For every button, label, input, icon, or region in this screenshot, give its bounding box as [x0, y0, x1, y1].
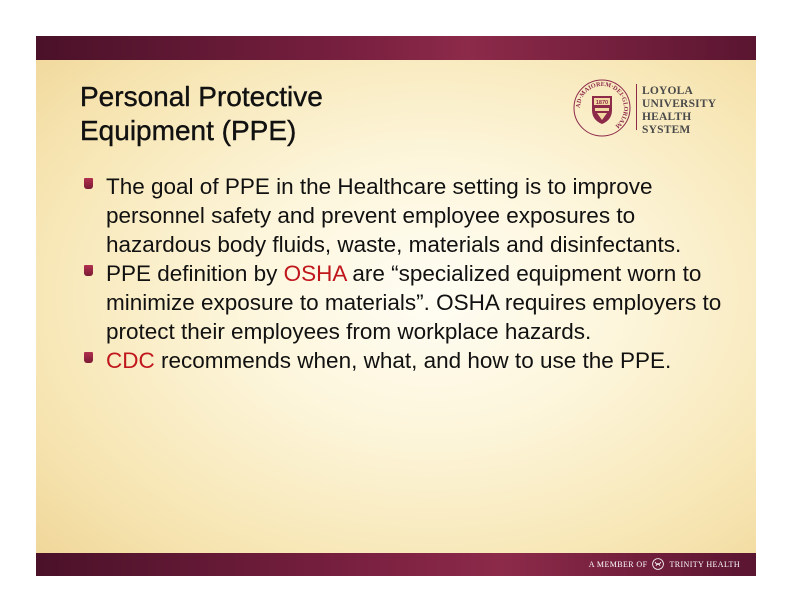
bullet-text-after: are “specialized equipment worn to minimize exposure to materials”. OSHA requires employers to protect their employees from workplace hazards.	[106, 261, 722, 344]
top-bar	[36, 36, 756, 60]
logo-wordmark	[642, 85, 742, 137]
seal-motto: AD·MAIOREM·DEI·GLORIAM	[574, 80, 630, 130]
title-line-2: Equipment (PPE)	[80, 115, 297, 146]
bullet-text-before: PPE definition by	[106, 261, 284, 286]
loyola-seal-icon	[572, 78, 632, 138]
cdc-highlight: CDC	[106, 348, 155, 373]
seal-year: 1870	[595, 100, 609, 106]
slide	[36, 36, 756, 576]
osha-highlight: OSHA	[283, 261, 347, 286]
bullet-text-after: recommends when, what, and how to use the PPE.	[154, 348, 672, 373]
bullet-marker-icon	[84, 265, 93, 276]
bottom-bar	[36, 553, 756, 576]
trinity-health-icon	[652, 558, 664, 570]
bullet-marker-icon	[84, 352, 93, 363]
footer-prefix: A MEMBER OF	[588, 559, 648, 569]
footer-membership	[589, 558, 740, 570]
bullet-list	[84, 172, 724, 375]
logo-divider	[636, 84, 637, 130]
bullet-item	[84, 346, 724, 375]
footer-brand: TRINITY HEALTH	[669, 559, 740, 569]
logo-line-2: UNIVERSITY	[642, 98, 717, 110]
logo-line-3: HEALTH SYSTEM	[642, 111, 692, 136]
title-line-1: Personal Protective	[80, 81, 323, 112]
bullet-marker-icon	[84, 178, 93, 189]
loyola-logo	[572, 78, 742, 138]
logo-line-1: LOYOLA	[642, 85, 694, 97]
bullet-text: The goal of PPE in the Healthcare setting is to improve personnel safety and prevent employee exposures to hazardous body fluids, waste, materials and disinfectants.	[106, 174, 682, 257]
slide-title	[80, 80, 460, 148]
bullet-item	[84, 172, 724, 259]
bullet-item	[84, 259, 724, 346]
